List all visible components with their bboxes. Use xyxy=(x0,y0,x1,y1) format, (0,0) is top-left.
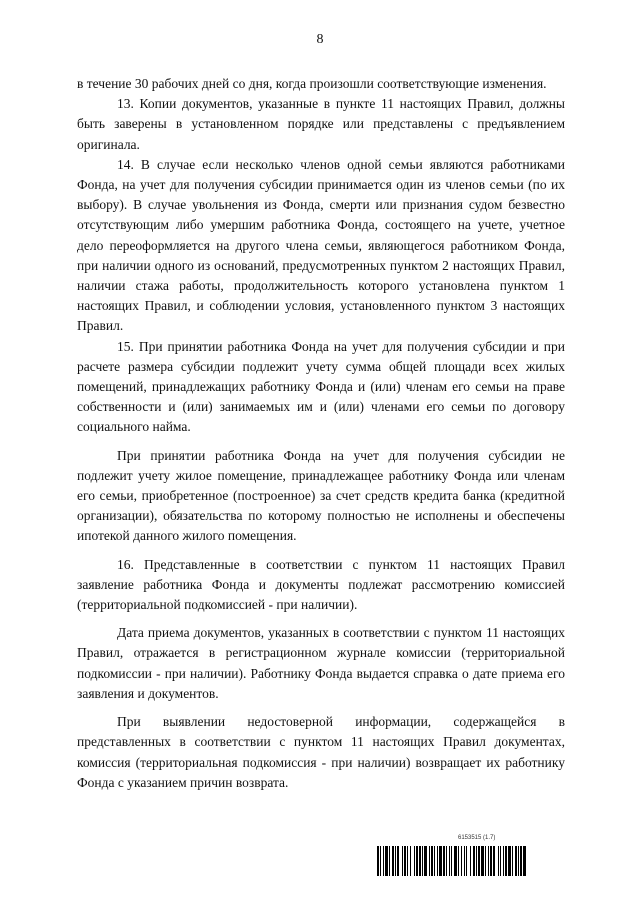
barcode-bar xyxy=(488,846,489,876)
paragraph-14: 14. В случае если несколько членов одной семьи являются работниками Фонда, на учет для получения субсидии принимается один из членов семьи (по их выбору). В случае увольнения из Фонда, смерти или признания судом безвестно отсутствующим либо умершим работника Фонда, состоящего на учете, учетное дело переоформляется на другого члена семьи, являющегося работником Фонда, при наличии одного из оснований, предусмотренных пунктом 2 настоящих Правил, наличии стажа работы, продолжительность которого установлена пунктом 1 настоящих Правил, и соблюдении условия, установленного пунктом 3 настоящих Правил. xyxy=(77,156,565,334)
barcode-bar xyxy=(515,846,517,876)
barcode-bar xyxy=(385,846,388,876)
barcode-bar xyxy=(498,846,499,876)
barcode-bar xyxy=(485,846,486,876)
barcode-bar xyxy=(451,846,452,876)
barcode-bar xyxy=(458,846,459,876)
barcode-bar xyxy=(397,846,399,876)
barcode-bar xyxy=(443,846,445,876)
barcode-bar xyxy=(461,846,462,876)
paragraph-13: 13. Копии документов, указанные в пункте 11 настоящих Правил, должны быть заверены в установленном порядке или представлены с предъявлением оригинала. xyxy=(77,96,565,152)
barcode-bar xyxy=(392,846,394,876)
barcode-bar xyxy=(470,846,471,876)
barcode-bar xyxy=(407,846,408,876)
paragraph-15-part-2: При принятии работника Фонда на учет для получения субсидии не подлежит учету жилое помещение, принадлежащее работнику Фонда или членам его семьи, приобретенное (построенное) за счет средств кредита банка (кредитной организации), обязательства по которому полностью не исполнены и обеспечены ипотекой данного жилого помещения. xyxy=(77,447,565,544)
barcode-bar xyxy=(473,846,475,876)
barcode-bar xyxy=(431,846,433,876)
barcode-bar xyxy=(395,846,396,876)
barcode-bar xyxy=(437,846,438,876)
barcode-bar xyxy=(454,846,457,876)
barcode-bar xyxy=(520,846,522,876)
barcode-bar xyxy=(505,846,507,876)
barcode-bar xyxy=(383,846,384,876)
barcode-bar xyxy=(523,846,526,876)
barcode-bar xyxy=(503,846,504,876)
barcode-bar xyxy=(424,846,427,876)
barcode-bar xyxy=(508,846,511,876)
barcode-bar xyxy=(416,846,418,876)
barcode-bar xyxy=(478,846,480,876)
paragraph-16: 16. Представленные в соответствии с пунктом 11 настоящих Правил заявление работника Фонда и документы подлежат рассмотрению комиссией (территориальной подкомиссией - при наличии). xyxy=(77,556,565,613)
barcode-bar xyxy=(377,846,379,876)
barcode-bar xyxy=(422,846,423,876)
barcode xyxy=(377,846,563,876)
barcode-bar xyxy=(389,846,390,876)
barcode-bar xyxy=(429,846,430,876)
barcode-bar xyxy=(380,846,381,876)
page-number: 8 xyxy=(316,32,324,47)
barcode-bar xyxy=(439,846,442,876)
barcode-bar xyxy=(518,846,519,876)
barcode-bar xyxy=(481,846,484,876)
barcode-bar xyxy=(414,846,415,876)
document-code: 6153515 (1.7) xyxy=(458,835,496,841)
barcode-bar xyxy=(493,846,495,876)
barcode-bar xyxy=(404,846,406,876)
barcode-bar xyxy=(500,846,501,876)
barcode-bar xyxy=(419,846,421,876)
barcode-bar xyxy=(410,846,411,876)
barcode-bar xyxy=(490,846,492,876)
barcode-bar xyxy=(434,846,435,876)
barcode-bar xyxy=(512,846,513,876)
barcode-bar xyxy=(464,846,465,876)
barcode-bar xyxy=(402,846,403,876)
paragraph-continuation: в течение 30 рабочих дней со дня, когда произошли соответствующие изменения. xyxy=(77,76,547,91)
paragraph-16-part-3: При выявлении недостоверной информации, содержащейся в представленных в соответствии с пунктом 11 настоящих Правил документах, комиссия (территориальная подкомиссия - при наличии) возвращает их работнику Фонда с указанием причин возврата. xyxy=(77,714,565,790)
paragraph-15: 15. При принятии работника Фонда на учет для получения субсидии и при расчете размера субсидии подлежит учету сумма общей площади всех жилых помещений, принадлежащих работнику Фонда и (или) членам его семьи на праве собственности и (или) занимаемых им и (или) членами его семьи по договору социального найма. xyxy=(77,338,565,435)
barcode-bar xyxy=(476,846,477,876)
barcode-bar xyxy=(466,846,467,876)
barcode-bar xyxy=(449,846,450,876)
paragraph-16-part-2: Дата приема документов, указанных в соответствии с пунктом 11 настоящих Правил, отражается в регистрационном журнале комиссии (территориальной подкомиссии - при наличии). Работнику Фонда выдается справка о дате приема его заявления и документов. xyxy=(77,625,565,701)
barcode-bar xyxy=(446,846,447,876)
document-body xyxy=(77,74,565,793)
